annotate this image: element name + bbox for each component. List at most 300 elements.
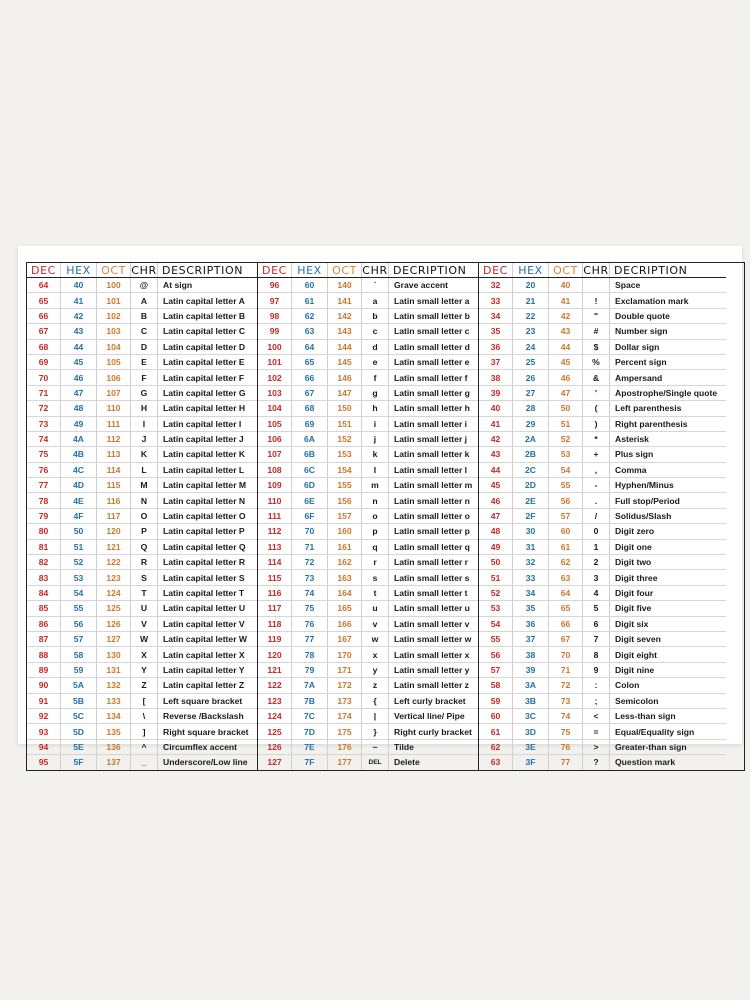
hex-cell: 2D [513, 478, 549, 492]
dec-cell: 96 [258, 278, 292, 292]
table-row [258, 478, 478, 493]
oct-cell: 130 [97, 647, 131, 661]
hex-cell: 4B [61, 447, 97, 461]
chr-cell: ! [583, 293, 610, 307]
oct-cell: 166 [328, 617, 362, 631]
oct-cell: 120 [97, 524, 131, 538]
table-row [479, 678, 726, 693]
oct-cell: 132 [97, 678, 131, 692]
table-row [27, 309, 257, 324]
chr-cell: l [362, 463, 389, 477]
hex-cell: 7C [292, 709, 328, 723]
description-cell: Apostrophe/Single quote [615, 387, 718, 398]
description-cell: Question mark [615, 757, 676, 768]
dec-cell: 63 [479, 755, 513, 769]
oct-cell: 145 [328, 355, 362, 369]
dec-cell: 87 [27, 632, 61, 646]
dec-cell: 89 [27, 663, 61, 677]
hex-cell: 34 [513, 586, 549, 600]
dec-cell: 92 [27, 709, 61, 723]
dec-cell: 34 [479, 309, 513, 323]
dec-cell: 68 [27, 340, 61, 354]
chr-cell: m [362, 478, 389, 492]
chr-cell: f [362, 370, 389, 384]
table-row [258, 524, 478, 539]
hex-cell: 4E [61, 493, 97, 507]
hex-cell: 54 [61, 586, 97, 600]
hex-cell: 56 [61, 617, 97, 631]
table-row [27, 570, 257, 585]
description-cell: Dollar sign [615, 341, 660, 352]
table-row [258, 694, 478, 709]
oct-cell: 113 [97, 447, 131, 461]
table-row [258, 540, 478, 555]
description-cell: Latin capital letter L [163, 464, 245, 475]
hex-cell: 33 [513, 570, 549, 584]
dec-cell: 117 [258, 601, 292, 615]
table-row [27, 632, 257, 647]
hex-cell: 59 [61, 663, 97, 677]
chr-cell: U [131, 601, 158, 615]
dec-cell: 67 [27, 324, 61, 338]
chr-cell: M [131, 478, 158, 492]
dec-cell: 41 [479, 417, 513, 431]
table-row [27, 709, 257, 724]
dec-cell: 100 [258, 340, 292, 354]
table-row [479, 278, 726, 293]
description-cell: Circumflex accent [163, 741, 238, 752]
description-cell: Latin capital letter Q [163, 541, 246, 552]
hex-cell: 4D [61, 478, 97, 492]
hex-cell: 28 [513, 401, 549, 415]
description-cell: Digit four [615, 588, 654, 598]
oct-cell: 127 [97, 632, 131, 646]
ascii-table [26, 262, 745, 771]
oct-cell: 72 [549, 678, 583, 692]
dec-cell: 115 [258, 570, 292, 584]
oct-cell: 142 [328, 309, 362, 323]
description-cell: Latin capital letter W [163, 634, 248, 645]
oct-cell: 136 [97, 740, 131, 754]
oct-cell: 154 [328, 463, 362, 477]
hex-cell: 5F [61, 755, 97, 769]
description-cell: Digit six [615, 618, 649, 629]
oct-cell: 153 [328, 447, 362, 461]
oct-cell: 152 [328, 432, 362, 446]
chr-cell: 8 [583, 647, 610, 661]
oct-cell: 143 [328, 324, 362, 338]
table-row [258, 463, 478, 478]
oct-cell: 141 [328, 293, 362, 307]
chr-cell: N [131, 493, 158, 507]
chr-cell: K [131, 447, 158, 461]
chr-cell: 5 [583, 601, 610, 615]
oct-cell: 107 [97, 386, 131, 400]
dec-cell: 61 [479, 724, 513, 738]
description-cell: Latin capital letter B [163, 310, 246, 321]
dec-cell: 73 [27, 417, 61, 431]
oct-cell: 173 [328, 694, 362, 708]
description-cell: Latin small letter r [394, 557, 469, 568]
hex-cell: 7B [292, 694, 328, 708]
oct-cell: 137 [97, 755, 131, 769]
oct-cell: 74 [549, 709, 583, 723]
oct-cell: 111 [97, 417, 131, 431]
hex-cell: 68 [292, 401, 328, 415]
dec-cell: 38 [479, 370, 513, 384]
table-row [27, 540, 257, 555]
table-row [27, 493, 257, 508]
table-row [258, 309, 478, 324]
table-row [479, 570, 726, 585]
oct-cell: 77 [549, 755, 583, 769]
oct-cell: 51 [549, 417, 583, 431]
dec-cell: 109 [258, 478, 292, 492]
description-cell: Vertical line/ Pipe [394, 711, 465, 722]
description-cell: Delete [394, 757, 420, 768]
description-cell: Latin capital letter U [163, 603, 246, 614]
column-header-oct: OCT [328, 263, 362, 277]
dec-cell: 99 [258, 324, 292, 338]
description-cell: Less-than sign [615, 711, 676, 722]
table-row [258, 432, 478, 447]
oct-cell: 114 [97, 463, 131, 477]
description-cell: Digit zero [615, 526, 655, 537]
description-cell: Latin capital letter Z [163, 680, 245, 691]
chr-cell: H [131, 401, 158, 415]
dec-cell: 112 [258, 524, 292, 538]
hex-cell: 75 [292, 601, 328, 615]
table-row [258, 278, 478, 293]
oct-cell: 156 [328, 493, 362, 507]
hex-cell: 32 [513, 555, 549, 569]
oct-cell: 66 [549, 617, 583, 631]
chr-cell: g [362, 386, 389, 400]
description-cell: Latin capital letter F [163, 372, 245, 383]
oct-cell: 171 [328, 663, 362, 677]
oct-cell: 57 [549, 509, 583, 523]
description-cell: Digit eight [615, 649, 658, 660]
table-row [479, 709, 726, 724]
dec-cell: 85 [27, 601, 61, 615]
oct-cell: 52 [549, 432, 583, 446]
description-cell: Latin small letter z [394, 680, 469, 691]
oct-cell: 46 [549, 370, 583, 384]
table-row [258, 678, 478, 693]
table-panel-3 [479, 263, 726, 770]
chr-cell: x [362, 647, 389, 661]
table-row [27, 509, 257, 524]
description-cell: Latin small letter c [394, 326, 470, 337]
hex-cell: 2F [513, 509, 549, 523]
hex-cell: 3A [513, 678, 549, 692]
dec-cell: 39 [479, 386, 513, 400]
dec-cell: 122 [258, 678, 292, 692]
dec-cell: 125 [258, 724, 292, 738]
description-cell: Plus sign [615, 449, 654, 460]
column-header-desc: DECRIPTION [393, 263, 467, 277]
hex-cell: 6F [292, 509, 328, 523]
chr-cell: u [362, 601, 389, 615]
chr-cell: F [131, 370, 158, 384]
oct-cell: 175 [328, 724, 362, 738]
dec-cell: 79 [27, 509, 61, 523]
oct-cell: 167 [328, 632, 362, 646]
header-row [258, 263, 478, 278]
description-cell: Ampersand [615, 372, 663, 383]
table-row [479, 478, 726, 493]
dec-cell: 83 [27, 570, 61, 584]
oct-cell: 50 [549, 401, 583, 415]
chr-cell: A [131, 293, 158, 307]
chr-cell: Z [131, 678, 158, 692]
hex-cell: 70 [292, 524, 328, 538]
hex-cell: 6E [292, 493, 328, 507]
oct-cell: 43 [549, 324, 583, 338]
oct-cell: 75 [549, 724, 583, 738]
description-cell: Latin small letter d [394, 341, 470, 352]
description-cell: Colon [615, 680, 640, 691]
dec-cell: 113 [258, 540, 292, 554]
chr-cell: : [583, 678, 610, 692]
dec-cell: 121 [258, 663, 292, 677]
table-row [27, 524, 257, 539]
chr-cell: 7 [583, 632, 610, 646]
table-row [258, 570, 478, 585]
dec-cell: 102 [258, 370, 292, 384]
chr-cell: 1 [583, 540, 610, 554]
oct-cell: 163 [328, 570, 362, 584]
dec-cell: 56 [479, 647, 513, 661]
dec-cell: 91 [27, 694, 61, 708]
description-cell: Digit one [615, 541, 652, 552]
description-cell: Latin capital letter V [163, 618, 245, 629]
chr-cell: W [131, 632, 158, 646]
chr-cell: a [362, 293, 389, 307]
chr-cell: + [583, 447, 610, 461]
dec-cell: 71 [27, 386, 61, 400]
oct-cell: 102 [97, 309, 131, 323]
chr-cell: X [131, 647, 158, 661]
table-row [479, 524, 726, 539]
dec-cell: 111 [258, 509, 292, 523]
description-cell: Latin small letter y [394, 664, 470, 675]
table-row [27, 417, 257, 432]
hex-cell: 6C [292, 463, 328, 477]
description-cell: Latin small letter o [394, 511, 470, 522]
oct-cell: 151 [328, 417, 362, 431]
hex-cell: 4F [61, 509, 97, 523]
oct-cell: 126 [97, 617, 131, 631]
table-row [258, 293, 478, 308]
table-row [258, 340, 478, 355]
description-cell: Tilde [394, 741, 414, 752]
description-cell: Latin small letter x [394, 649, 470, 660]
description-cell: Underscore/Low line [163, 757, 248, 768]
dec-cell: 33 [479, 293, 513, 307]
dec-cell: 88 [27, 647, 61, 661]
hex-cell: 36 [513, 617, 549, 631]
oct-cell: 174 [328, 709, 362, 723]
description-cell: Digit two [615, 557, 652, 568]
dec-cell: 51 [479, 570, 513, 584]
oct-cell: 123 [97, 570, 131, 584]
description-cell: Comma [615, 464, 647, 475]
hex-cell: 66 [292, 370, 328, 384]
description-cell: Exclamation mark [615, 295, 689, 306]
description-cell: Latin capital letter D [163, 341, 246, 352]
description-cell: Latin small letter f [394, 372, 468, 383]
table-row [27, 432, 257, 447]
chr-cell: Y [131, 663, 158, 677]
description-cell: Latin small letter h [394, 403, 470, 414]
chr-cell: . [583, 493, 610, 507]
hex-cell: 30 [513, 524, 549, 538]
table-row [27, 324, 257, 339]
column-header-dec: DEC [479, 263, 513, 277]
oct-cell: 125 [97, 601, 131, 615]
table-row [258, 447, 478, 462]
dec-cell: 36 [479, 340, 513, 354]
dec-cell: 77 [27, 478, 61, 492]
dec-cell: 120 [258, 647, 292, 661]
table-row [27, 293, 257, 308]
hex-cell: 42 [61, 309, 97, 323]
chr-cell: ; [583, 694, 610, 708]
description-cell: Latin capital letter X [163, 649, 245, 660]
hex-cell: 44 [61, 340, 97, 354]
description-cell: Double quote [615, 310, 670, 321]
oct-cell: 144 [328, 340, 362, 354]
chr-cell: b [362, 309, 389, 323]
table-row [258, 740, 478, 755]
description-cell: Left curly bracket [394, 695, 466, 706]
table-row [27, 755, 257, 769]
table-row [479, 724, 726, 739]
dec-cell: 44 [479, 463, 513, 477]
column-header-hex: HEX [61, 263, 97, 277]
dec-cell: 101 [258, 355, 292, 369]
hex-cell: 2A [513, 432, 549, 446]
description-cell: Latin small letter i [394, 418, 468, 429]
oct-cell: 146 [328, 370, 362, 384]
hex-cell: 73 [292, 570, 328, 584]
description-cell: Equal/Equality sign [615, 726, 695, 737]
description-cell: Asterisk [615, 434, 649, 445]
dec-cell: 108 [258, 463, 292, 477]
description-cell: Latin small letter v [394, 618, 470, 629]
chr-cell: & [583, 370, 610, 384]
hex-cell: 60 [292, 278, 328, 292]
oct-cell: 67 [549, 632, 583, 646]
dec-cell: 81 [27, 540, 61, 554]
description-cell: Latin small letter w [394, 634, 472, 645]
oct-cell: 117 [97, 509, 131, 523]
chr-cell: _ [131, 755, 158, 769]
table-row [258, 632, 478, 647]
table-row [258, 386, 478, 401]
chr-cell: G [131, 386, 158, 400]
description-cell: Latin capital letter H [163, 403, 246, 414]
dec-cell: 97 [258, 293, 292, 307]
hex-cell: 64 [292, 340, 328, 354]
table-row [27, 370, 257, 385]
table-row [479, 647, 726, 662]
oct-cell: 112 [97, 432, 131, 446]
description-cell: Latin capital letter R [163, 557, 246, 568]
description-cell: Latin small letter m [394, 480, 473, 491]
hex-cell: 62 [292, 309, 328, 323]
description-cell: Latin capital letter A [163, 295, 245, 306]
chr-cell: % [583, 355, 610, 369]
chr-cell: " [583, 309, 610, 323]
column-header-desc: DESCRIPTION [162, 263, 244, 277]
dec-cell: 95 [27, 755, 61, 769]
chr-cell: t [362, 586, 389, 600]
table-row [479, 663, 726, 678]
description-cell: Right square bracket [163, 726, 249, 737]
table-row [27, 740, 257, 755]
description-cell: Latin small letter k [394, 449, 470, 460]
hex-cell: 3E [513, 740, 549, 754]
dec-cell: 80 [27, 524, 61, 538]
oct-cell: 47 [549, 386, 583, 400]
hex-cell: 78 [292, 647, 328, 661]
hex-cell: 39 [513, 663, 549, 677]
chr-cell: P [131, 524, 158, 538]
table-row [258, 647, 478, 662]
oct-cell: 70 [549, 647, 583, 661]
dec-cell: 42 [479, 432, 513, 446]
table-panel-1 [27, 263, 258, 770]
hex-cell: 69 [292, 417, 328, 431]
hex-cell: 29 [513, 417, 549, 431]
column-header-desc: DECRIPTION [614, 263, 688, 277]
table-row [479, 401, 726, 416]
hex-cell: 65 [292, 355, 328, 369]
chr-cell: 4 [583, 586, 610, 600]
hex-cell: 5E [61, 740, 97, 754]
chr-cell: } [362, 724, 389, 738]
hex-cell: 5C [61, 709, 97, 723]
hex-cell: 4A [61, 432, 97, 446]
table-row [258, 555, 478, 570]
hex-cell: 2E [513, 493, 549, 507]
table-row [258, 401, 478, 416]
description-cell: Latin small letter b [394, 310, 470, 321]
table-row [479, 432, 726, 447]
table-row [27, 401, 257, 416]
dec-cell: 98 [258, 309, 292, 323]
oct-cell: 64 [549, 586, 583, 600]
description-cell: Latin capital letter M [163, 480, 247, 491]
table-row [479, 417, 726, 432]
chr-cell: h [362, 401, 389, 415]
table-row [27, 724, 257, 739]
description-cell: Hyphen/Minus [615, 480, 674, 491]
table-row [27, 647, 257, 662]
chr-cell: E [131, 355, 158, 369]
chr-cell: 0 [583, 524, 610, 538]
oct-cell: 164 [328, 586, 362, 600]
oct-cell: 122 [97, 555, 131, 569]
oct-cell: 45 [549, 355, 583, 369]
table-row [27, 678, 257, 693]
oct-cell: 53 [549, 447, 583, 461]
hex-cell: 43 [61, 324, 97, 338]
description-cell: Number sign [615, 326, 668, 337]
chr-cell: p [362, 524, 389, 538]
